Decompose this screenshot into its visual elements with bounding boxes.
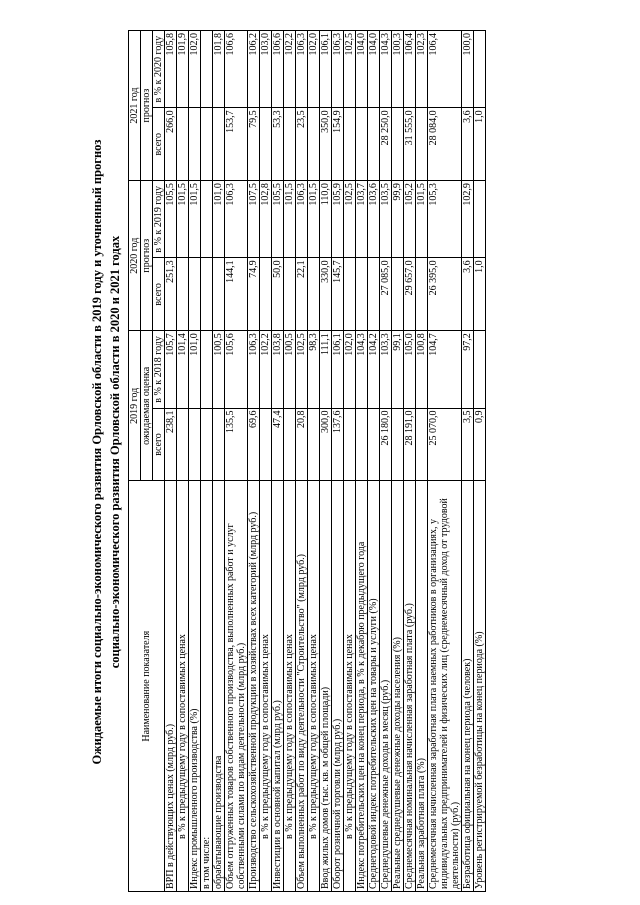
value-cell-total-2020 [201, 258, 213, 331]
value-cell-pct-2019: 103,5 [380, 181, 392, 258]
value-cell-pct-2018: 105,7 [165, 331, 177, 408]
indicator-name-cell: в том числе: [201, 481, 213, 892]
value-cell-total-2019: 0,9 [474, 408, 486, 481]
value-cell-pct-2020: 102,5 [344, 31, 356, 108]
header-pct-2020: в % к 2020 году [153, 31, 165, 108]
indicator-name-cell: Безработица официальная на конец периода (человек) [462, 481, 474, 892]
value-cell-total-2019 [392, 408, 404, 481]
value-cell-total-2021: 350,0 [320, 108, 332, 181]
value-cell-pct-2019: 101,0 [213, 181, 225, 258]
value-cell-total-2020: 29 657,0 [404, 258, 416, 331]
value-cell-pct-2020: 103,0 [260, 31, 272, 108]
header-pct-2019: в % к 2019 году [153, 181, 165, 258]
value-cell-pct-2018: 105,6 [225, 331, 248, 408]
value-cell-total-2021 [356, 108, 368, 181]
value-cell-total-2021: 23,5 [296, 108, 308, 181]
value-cell-pct-2019: 106,3 [296, 181, 308, 258]
header-total-2019: всего [153, 408, 165, 481]
table-row [272, 31, 284, 892]
value-cell-total-2021: 79,5 [248, 108, 260, 181]
table-row [332, 31, 344, 892]
value-cell-total-2021 [344, 108, 356, 181]
value-cell-total-2021 [177, 108, 189, 181]
value-cell-total-2020 [260, 258, 272, 331]
value-cell-total-2020 [284, 258, 296, 331]
indicator-name-cell: Среднедушевые денежные доходы в месяц (руб.) [380, 481, 392, 892]
value-cell-total-2019: 69,6 [248, 408, 260, 481]
value-cell-pct-2020: 102,0 [308, 31, 320, 108]
value-cell-total-2019: 137,6 [332, 408, 344, 481]
value-cell-total-2021: 3,6 [462, 108, 474, 181]
value-cell-pct-2018: 103,3 [380, 331, 392, 408]
value-cell-total-2020 [368, 258, 380, 331]
value-cell-total-2019: 135,5 [225, 408, 248, 481]
value-cell-pct-2020: 104,0 [356, 31, 368, 108]
value-cell-total-2019 [368, 408, 380, 481]
value-cell-total-2019 [416, 408, 428, 481]
value-cell-total-2020 [392, 258, 404, 331]
value-cell-total-2021: 266,0 [165, 108, 177, 181]
value-cell-pct-2020: 104,3 [380, 31, 392, 108]
header-indicator-name: Наименование показателя [129, 481, 165, 892]
value-cell-total-2020: 27 085,0 [380, 258, 392, 331]
table-row [165, 31, 177, 892]
indicator-name-cell: Инвестиции в основной капитал (млрд руб.) [272, 481, 284, 892]
table-row [260, 31, 272, 892]
table-row [368, 31, 380, 892]
value-cell-pct-2018: 105,0 [404, 331, 416, 408]
header-expected-estimate: ожидаемая оценка [141, 331, 153, 481]
table-row [356, 31, 368, 892]
table-body [165, 31, 486, 892]
value-cell-total-2020: 330,0 [320, 258, 332, 331]
value-cell-total-2021: 28 250,0 [380, 108, 392, 181]
value-cell-pct-2020: 106,1 [320, 31, 332, 108]
value-cell-total-2019: 25 070,0 [428, 408, 462, 481]
value-cell-pct-2019: 101,5 [284, 181, 296, 258]
value-cell-total-2019: 300,0 [320, 408, 332, 481]
value-cell-pct-2019: 105,5 [165, 181, 177, 258]
table-row [344, 31, 356, 892]
value-cell-total-2020: 50,0 [272, 258, 284, 331]
value-cell-pct-2018 [201, 331, 213, 408]
value-cell-pct-2020 [474, 31, 486, 108]
table-row [392, 31, 404, 892]
indicator-name-cell: в % к предыдущему году в сопоставимых ценах [284, 481, 296, 892]
indicator-name-cell: Индекс промышленного производства (%) [189, 481, 201, 892]
value-cell-pct-2020: 106,4 [404, 31, 416, 108]
value-cell-total-2021 [201, 108, 213, 181]
value-cell-total-2019: 26 180,0 [380, 408, 392, 481]
value-cell-total-2019 [344, 408, 356, 481]
value-cell-total-2020: 22,1 [296, 258, 308, 331]
value-cell-pct-2018: 100,5 [213, 331, 225, 408]
value-cell-pct-2019: 101,5 [177, 181, 189, 258]
value-cell-total-2021 [189, 108, 201, 181]
value-cell-pct-2019: 103,7 [356, 181, 368, 258]
value-cell-total-2019: 238,1 [165, 408, 177, 481]
forecast-table [128, 30, 486, 892]
table-row [380, 31, 392, 892]
header-total-2020: всего [153, 258, 165, 331]
header-year-2021: 2021 год [129, 31, 141, 181]
table-row [404, 31, 416, 892]
value-cell-pct-2018: 102,5 [296, 331, 308, 408]
value-cell-pct-2018: 106,1 [332, 331, 344, 408]
value-cell-pct-2020: 106,2 [248, 31, 260, 108]
value-cell-pct-2018: 102,0 [344, 331, 356, 408]
value-cell-pct-2020: 105,8 [165, 31, 177, 108]
table-row [177, 31, 189, 892]
document-page [80, 12, 560, 892]
value-cell-total-2020 [189, 258, 201, 331]
value-cell-pct-2020: 101,8 [213, 31, 225, 108]
value-cell-pct-2019 [201, 181, 213, 258]
value-cell-pct-2020: 100,0 [462, 31, 474, 108]
value-cell-total-2020 [308, 258, 320, 331]
indicator-name-cell: в % к предыдущему году в сопоставимых ценах [260, 481, 272, 892]
value-cell-pct-2020: 106,6 [272, 31, 284, 108]
value-cell-total-2021 [213, 108, 225, 181]
value-cell-total-2021: 28 084,0 [428, 108, 462, 181]
document-subtitle: социально-экономического развития Орловской области в 2020 и 2021 годах [108, 235, 122, 669]
value-cell-pct-2019: 101,5 [308, 181, 320, 258]
table-row [213, 31, 225, 892]
value-cell-total-2020: 74,9 [248, 258, 260, 331]
value-cell-total-2019 [356, 408, 368, 481]
value-cell-pct-2019: 105,3 [428, 181, 462, 258]
indicator-name-cell: в % к предыдущему году в сопоставимых ценах [344, 481, 356, 892]
value-cell-total-2020 [356, 258, 368, 331]
value-cell-pct-2019: 101,5 [416, 181, 428, 258]
value-cell-total-2020: 3,6 [462, 258, 474, 331]
value-cell-pct-2018: 99,1 [392, 331, 404, 408]
value-cell-total-2020: 26 395,0 [428, 258, 462, 331]
value-cell-pct-2018: 98,3 [308, 331, 320, 408]
value-cell-total-2019 [260, 408, 272, 481]
value-cell-pct-2018: 100,5 [284, 331, 296, 408]
value-cell-total-2019 [284, 408, 296, 481]
value-cell-pct-2018: 111,1 [320, 331, 332, 408]
header-pct-2018: в % к 2018 году [153, 331, 165, 408]
value-cell-pct-2018: 106,3 [248, 331, 260, 408]
indicator-name-cell: Реальные среднедушевые денежные доходы населения (%) [392, 481, 404, 892]
value-cell-pct-2018: 100,8 [416, 331, 428, 408]
value-cell-total-2021: 53,3 [272, 108, 284, 181]
table-row [225, 31, 248, 892]
value-cell-total-2021 [308, 108, 320, 181]
table-row [462, 31, 474, 892]
value-cell-pct-2020: 106,4 [428, 31, 462, 108]
indicator-name-cell: Ввод жилых домов (тыс. кв. м общей площади) [320, 481, 332, 892]
indicator-name-cell: Среднемесячная номинальная начисленная заработная плата (руб.) [404, 481, 416, 892]
value-cell-total-2020: 144,1 [225, 258, 248, 331]
value-cell-total-2019 [201, 408, 213, 481]
value-cell-total-2021: 1,0 [474, 108, 486, 181]
value-cell-pct-2019: 99,9 [392, 181, 404, 258]
table-row [474, 31, 486, 892]
indicator-name-cell: в % к предыдущему году в сопоставимых ценах [308, 481, 320, 892]
indicator-name-cell: Объем выполненных работ по виду деятельности "Строительство" (млрд руб.) [296, 481, 308, 892]
value-cell-pct-2018: 102,2 [260, 331, 272, 408]
value-cell-pct-2018: 101,4 [177, 331, 189, 408]
indicator-name-cell: Среднемесячная начисленная заработная плата наемных работников в организациях, у индивидуальных предпринимателей и физических лиц (среднемесячный доход от трудовой деятельности) (руб.) [428, 481, 462, 892]
indicator-name-cell: Оборот розничной торговли (млрд руб.) [332, 481, 344, 892]
value-cell-pct-2019: 105,5 [272, 181, 284, 258]
table-row [320, 31, 332, 892]
value-cell-total-2021: 154,9 [332, 108, 344, 181]
value-cell-pct-2019: 110,0 [320, 181, 332, 258]
header-year-2019: 2019 год [129, 331, 141, 481]
document-title: Ожидаемые итоги социально-экономического развития Орловской области в 2019 году и уточненный прогноз [90, 139, 104, 765]
value-cell-pct-2020: 101,9 [177, 31, 189, 108]
indicator-name-cell: Объем отгруженных товаров собственного производства, выполненных работ и услуг собственными силами по видам деятельности (млрд руб.) [225, 481, 248, 892]
value-cell-pct-2020: 106,3 [296, 31, 308, 108]
header-forecast-2020: прогноз [141, 181, 153, 331]
value-cell-pct-2019: 106,3 [225, 181, 248, 258]
value-cell-total-2021: 31 555,0 [404, 108, 416, 181]
value-cell-pct-2018 [474, 331, 486, 408]
value-cell-total-2020: 251,3 [165, 258, 177, 331]
indicator-name-cell: обрабатывающие производства [213, 481, 225, 892]
value-cell-pct-2019: 102,9 [462, 181, 474, 258]
value-cell-pct-2019: 103,6 [368, 181, 380, 258]
header-forecast-2021: прогноз [141, 31, 153, 181]
value-cell-total-2019 [189, 408, 201, 481]
indicator-name-cell: Уровень регистрируемой безработицы на конец периода (%) [474, 481, 486, 892]
indicator-name-cell: Реальная заработная плата (%) [416, 481, 428, 892]
header-year-2020: 2020 год [129, 181, 141, 331]
value-cell-total-2020 [344, 258, 356, 331]
value-cell-pct-2020: 106,3 [332, 31, 344, 108]
value-cell-total-2021 [260, 108, 272, 181]
table-row [428, 31, 462, 892]
indicator-name-cell: Производство сельскохозяйственной продукции в хозяйствах всех категорий (млрд руб.) [248, 481, 260, 892]
value-cell-pct-2020: 102,3 [416, 31, 428, 108]
indicator-name-cell: Среднегодовой индекс потребительских цен на товары и услуги (%) [368, 481, 380, 892]
value-cell-pct-2019: 101,5 [189, 181, 201, 258]
indicator-name-cell: ВРП в действующих ценах (млрд руб.) [165, 481, 177, 892]
value-cell-pct-2018: 104,2 [368, 331, 380, 408]
value-cell-total-2020 [177, 258, 189, 331]
table-row [284, 31, 296, 892]
table-row [189, 31, 201, 892]
indicator-name-cell: Индекс потребительских цен на конец периода, в % к декабрю предыдущего года [356, 481, 368, 892]
value-cell-pct-2018: 103,8 [272, 331, 284, 408]
value-cell-pct-2020: 106,6 [225, 31, 248, 108]
value-cell-pct-2019: 102,8 [260, 181, 272, 258]
value-cell-pct-2019: 102,5 [344, 181, 356, 258]
table-row [296, 31, 308, 892]
value-cell-pct-2020: 102,2 [284, 31, 296, 108]
value-cell-total-2019 [213, 408, 225, 481]
value-cell-total-2019: 20,8 [296, 408, 308, 481]
value-cell-total-2020: 1,0 [474, 258, 486, 331]
table-row [248, 31, 260, 892]
value-cell-total-2021 [284, 108, 296, 181]
value-cell-total-2020 [416, 258, 428, 331]
value-cell-total-2019 [177, 408, 189, 481]
table-row [308, 31, 320, 892]
value-cell-total-2021 [392, 108, 404, 181]
value-cell-pct-2018: 104,7 [428, 331, 462, 408]
value-cell-total-2021: 153,7 [225, 108, 248, 181]
value-cell-pct-2018: 97,2 [462, 331, 474, 408]
value-cell-total-2020: 145,7 [332, 258, 344, 331]
value-cell-pct-2020: 104,0 [368, 31, 380, 108]
value-cell-pct-2020: 100,3 [392, 31, 404, 108]
indicator-name-cell: в % к предыдущему году в сопоставимых ценах [177, 481, 189, 892]
table-row [201, 31, 213, 892]
value-cell-total-2021 [368, 108, 380, 181]
value-cell-total-2021 [416, 108, 428, 181]
value-cell-total-2019: 28 191,0 [404, 408, 416, 481]
value-cell-total-2019: 3,5 [462, 408, 474, 481]
value-cell-pct-2018: 101,0 [189, 331, 201, 408]
value-cell-total-2019: 47,4 [272, 408, 284, 481]
value-cell-total-2019 [308, 408, 320, 481]
value-cell-pct-2019 [474, 181, 486, 258]
value-cell-pct-2019: 105,2 [404, 181, 416, 258]
value-cell-total-2020 [213, 258, 225, 331]
value-cell-pct-2019: 105,9 [332, 181, 344, 258]
table-row [416, 31, 428, 892]
value-cell-pct-2020: 102,0 [189, 31, 201, 108]
header-total-2021: всего [153, 108, 165, 181]
value-cell-pct-2019: 107,5 [248, 181, 260, 258]
value-cell-pct-2020 [201, 31, 213, 108]
value-cell-pct-2018: 104,3 [356, 331, 368, 408]
